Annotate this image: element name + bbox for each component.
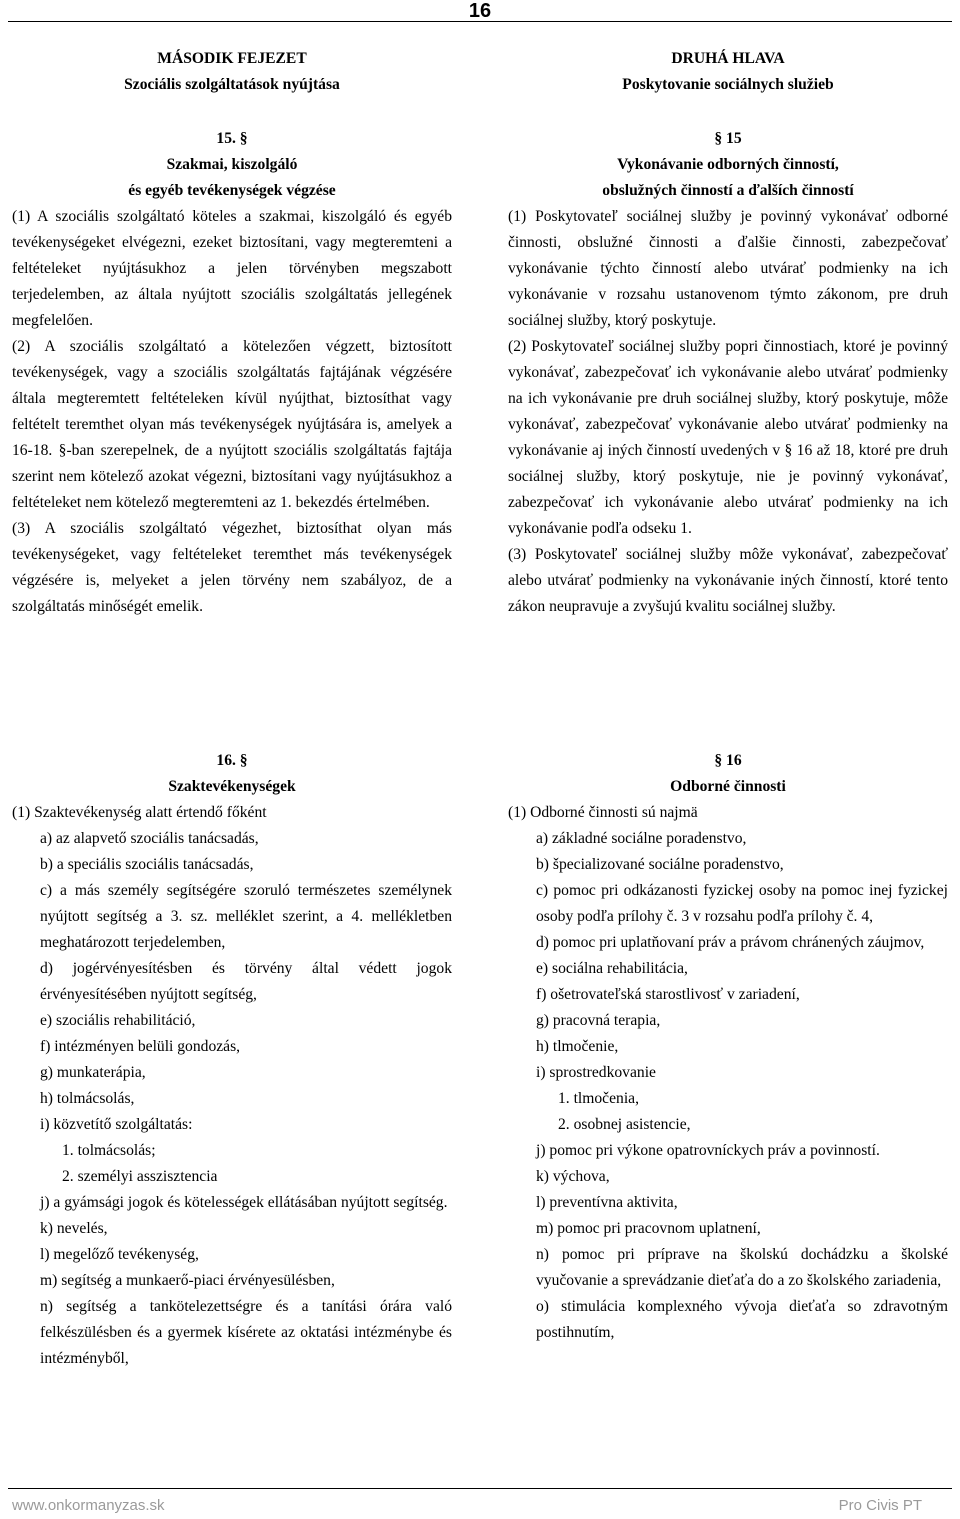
right-section-16-number: § 16 (714, 752, 742, 769)
right-item-o: o) stimulácia komplexného vývoja dieťaťa so zdravotným postihnutím, (536, 1298, 948, 1341)
left-section-15-title-1: Szakmai, kiszolgáló (166, 156, 298, 173)
right-item-m: m) pomoc pri pracovnom uplatnení, (536, 1220, 761, 1237)
left-section-15-paragraph-1: (1) A szociális szolgáltató köteles a szakmai, kiszolgáló és egyéb tevékenységeket elvégezni, ezeket biztosítani, vagy megteremteni a feltételeket nyújtásukhoz a jelen törvényben megszabott terjedelemben, az általa nyújtott szociális szolgáltatás jellegének megfelelően. (12, 208, 452, 329)
left-section-16-number: 16. § (216, 752, 248, 769)
left-item-n: n) segítség a tankötelezettségre és a tanítási órára való felkészülésben és a gyermek kísérete az oktatási intézménybe és intézményből, (40, 1298, 452, 1367)
left-section-15-number: 15. § (216, 130, 248, 147)
right-section-15-title-1: Vykonávanie odborných činností, (617, 156, 839, 173)
left-item-h: h) tolmácsolás, (40, 1090, 135, 1107)
left-section-15-paragraph-3: (3) A szociális szolgáltató végezhet, biztosíthat olyan más tevékenységeket, vagy feltételeket teremthet más tevékenységek végzésére is, melyeket a jelen törvény nem szabályoz, de a szolgáltatás minőségét emelik. (12, 520, 452, 615)
left-section-15-title-2: és egyéb tevékenységek végzése (128, 182, 336, 199)
left-item-b: b) a speciális szociális tanácsadás, (40, 856, 254, 873)
right-item-n: n) pomoc pri príprave na školskú dochádzku a školské vyučovanie a sprevádzanie dieťaťa do a zo školského zariadenia, (536, 1246, 948, 1289)
right-section-15-paragraph-2: (2) Poskytovateľ sociálnej služby popri činnostiach, ktoré je povinný vykonávať, zabezpečovať ich vykonávanie alebo utvárať podmienky na ich vykonávanie pre druh sociálnej služby, ktorý poskytuje, môže vykonávať, zabezpečovať vykonávanie alebo utvárať podmienky na vykonávanie aj iných činností uvedených v § 16 až 18, ktoré pre druh sociálnej služby, ktorý poskytuje, nie je povinný vykonávať, zabezpečovať ich vykonávanie alebo utvárať podmienky na ich vykonávanie podľa odseku 1. (508, 338, 948, 537)
left-item-f: f) intézményen belüli gondozás, (40, 1038, 241, 1055)
right-item-f: f) ošetrovateľská starostlivosť v zariadení, (536, 986, 800, 1003)
left-item-i-2: 2. személyi asszisztencia (62, 1168, 218, 1185)
right-section-15-number: § 15 (714, 130, 742, 147)
left-column-bottom (12, 748, 452, 1372)
right-item-e: e) sociálna rehabilitácia, (536, 960, 688, 977)
left-chapter-subtitle: Szociális szolgáltatások nyújtása (124, 76, 340, 93)
footer-website: www.onkormanyzas.sk (12, 1497, 165, 1514)
left-item-d: d) jogérvényesítésben és törvény által védett jogok érvényesítésében nyújtott segítség, (40, 960, 452, 1003)
left-item-l: l) megelőző tevékenység, (40, 1246, 199, 1263)
right-item-g: g) pracovná terapia, (536, 1012, 661, 1029)
right-section-15-paragraph-3: (3) Poskytovateľ sociálnej služby môže vykonávať, zabezpečovať alebo utvárať podmienky na vykonávanie iných činností, ktoré tento zákon neupravuje a zvyšujú kvalitu sociálnej služby. (508, 546, 948, 615)
right-section-15-title-2: obslužných činností a ďalších činností (602, 182, 854, 199)
right-section-15-paragraph-1: (1) Poskytovateľ sociálnej služby je povinný vykonávať odborné činnosti, obslužné činnosti a ďalšie činnosti, zabezpečovať vykonávanie týchto činností alebo utvárať podmienky na ich vykonávanie v rozsahu ustanovenom týmto zákonom, pre druh sociálnej služby, ktorý poskytuje. (508, 208, 948, 329)
left-item-m: m) segítség a munkaerő-piaci érvényesülésben, (40, 1272, 335, 1289)
left-item-j: j) a gyámsági jogok és kötelességek ellátásában nyújtott segítség. (40, 1194, 448, 1211)
right-column-bottom (508, 748, 948, 1346)
right-item-b: b) špecializované sociálne poradenstvo, (536, 856, 784, 873)
right-item-h: h) tlmočenie, (536, 1038, 619, 1055)
left-chapter-title: MÁSODIK FEJEZET (157, 50, 307, 67)
right-item-i-2: 2. osobnej asistencie, (558, 1116, 691, 1133)
right-item-a: a) základné sociálne poradenstvo, (536, 830, 747, 847)
right-section-16-title: Odborné činnosti (670, 778, 786, 795)
right-chapter-title: DRUHÁ HLAVA (671, 50, 785, 67)
left-item-i-1: 1. tolmácsolás; (62, 1142, 156, 1159)
right-column-top (508, 46, 948, 620)
right-item-l: l) preventívna aktivita, (536, 1194, 678, 1211)
footer-divider (8, 1488, 952, 1489)
left-section-16-title: Szaktevékenységek (168, 778, 296, 795)
left-section-16-intro: (1) Szaktevékenység alatt értendő főként (12, 804, 267, 821)
left-item-i: i) közvetítő szolgáltatás: (40, 1116, 193, 1133)
page-number: 16 (468, 0, 492, 22)
right-item-d: d) pomoc pri uplatňovaní práv a právom chránených záujmov, (536, 934, 925, 951)
footer-publisher: Pro Civis PT (838, 1497, 922, 1514)
right-item-j: j) pomoc pri výkone opatrovníckych práv a povinností. (536, 1142, 880, 1159)
right-item-k: k) výchova, (536, 1168, 610, 1185)
top-divider (8, 21, 952, 22)
left-item-a: a) az alapvető szociális tanácsadás, (40, 830, 259, 847)
left-item-g: g) munkaterápia, (40, 1064, 146, 1081)
right-chapter-subtitle: Poskytovanie sociálnych služieb (622, 76, 834, 93)
right-section-16-intro: (1) Odborné činnosti sú najmä (508, 804, 698, 821)
left-section-15-paragraph-2: (2) A szociális szolgáltató a kötelezően végzett, biztosított tevékenységek, vagy a szociális szolgáltatás fajtájának végzésére általa megteremtett feltételeken kívül nyújthat, biztosíthat vagy feltételt teremthet olyan más tevékenységek nyújtására is, amelyek a 16-18. §-ban szerepelnek, de a nyújtott szociális szolgáltatás fajtája szerint nem kötelező azokat végezni, biztosítani vagy nyújtásukhoz a feltételeket nem kötelező megteremteni az 1. bekezdés értelmében. (12, 338, 452, 511)
right-item-c: c) pomoc pri odkázanosti fyzickej osoby na pomoc inej fyzickej osoby podľa prílohy č. 3 v rozsahu podľa prílohy č. 4, (536, 882, 948, 925)
left-item-e: e) szociális rehabilitáció, (40, 1012, 196, 1029)
right-item-i: i) sprostredkovanie (536, 1064, 656, 1081)
left-item-c: c) a más személy segítségére szoruló természetes személynek nyújtott segítség a 3. sz. melléklet szerint, a 4. mellékletben meghatározott terjedelemben, (40, 882, 452, 951)
right-item-i-1: 1. tlmočenia, (558, 1090, 639, 1107)
left-item-k: k) nevelés, (40, 1220, 108, 1237)
left-column-top (12, 46, 452, 620)
